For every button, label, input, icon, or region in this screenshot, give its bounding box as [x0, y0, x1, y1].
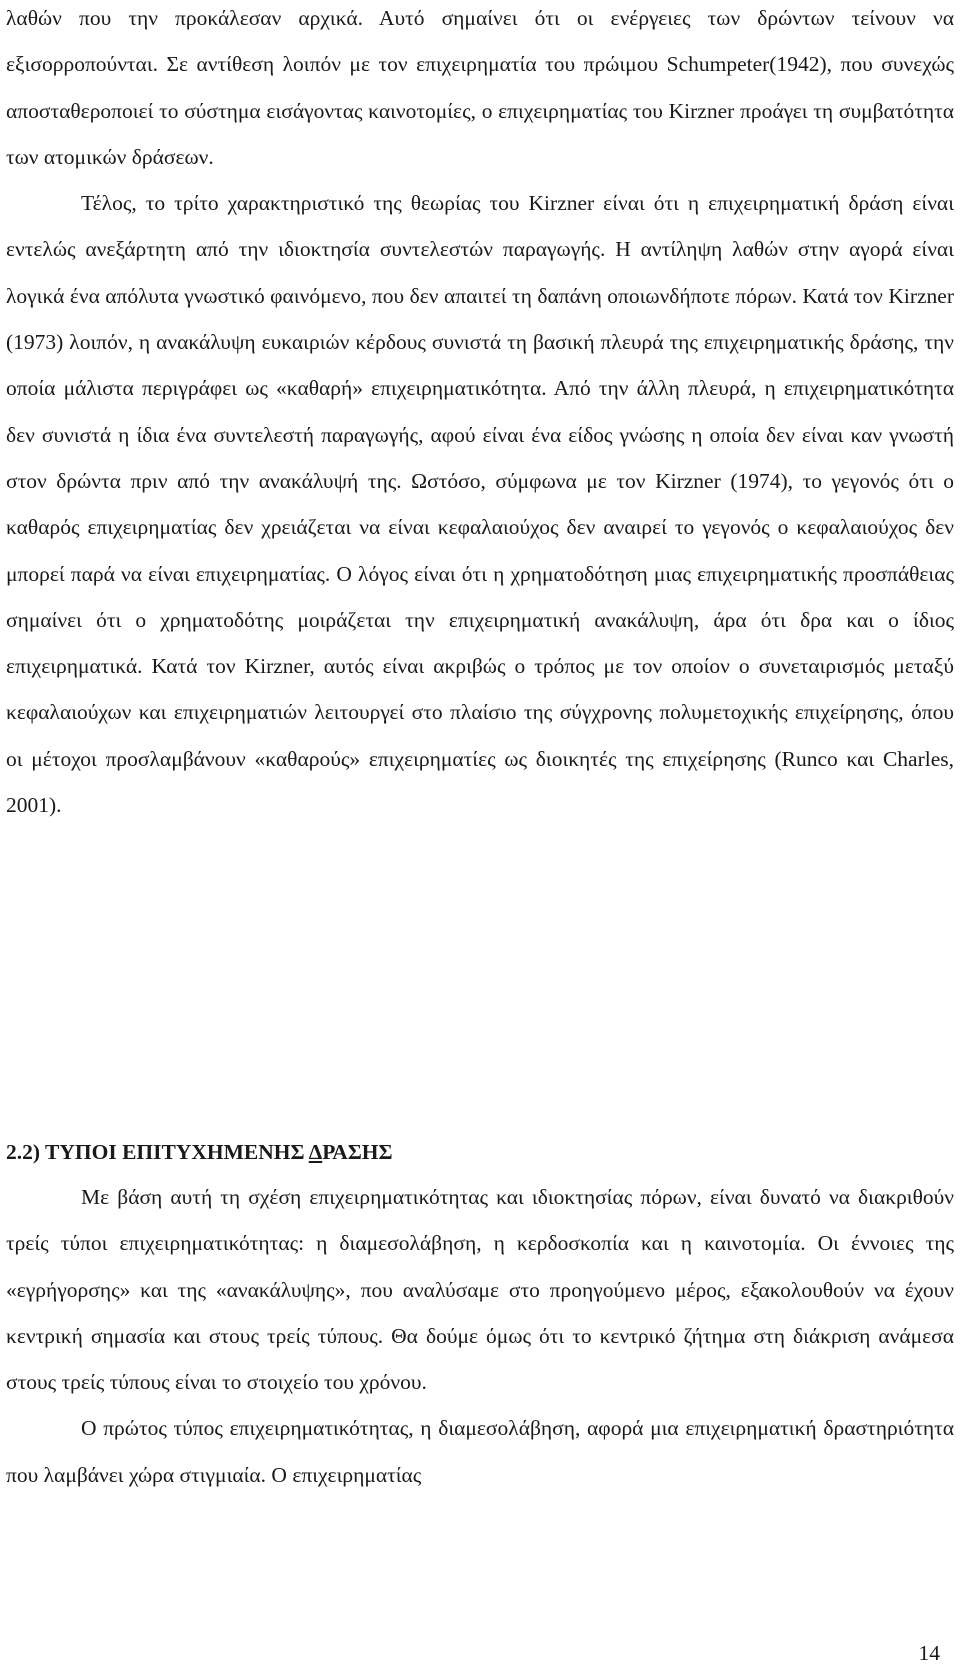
paragraph-kirzner-third-characteristic: Τέλος, το τρίτο χαρακτηριστικό της θεωρίας του Kirzner είναι ότι η επιχειρηματική δράση είναι εντελώς ανεξάρτητη από την ιδιοκτησία συντελεστών παραγωγής. Η αντίληψη λαθών στην αγορά είναι λογικά ένα απόλυτα γνωστικό φαινόμενο, που δεν απαιτεί τη δαπάνη οποιωνδήποτε πόρων. Κατά τον Kirzner (1973) λοιπόν, η ανακάλυψη ευκαιριών κέρδους συνιστά τη βασική πλευρά της επιχειρηματικής δράσης, την οποία μάλιστα περιγράφει ως «καθαρή» επιχειρηματικότητα. Από την άλλη πλευρά, η επιχειρηματικότητα δεν συνιστά η ίδια ένα συντελεστή παραγωγής, αφού είναι ένα είδος γνώσης η οποία δεν είναι καν γνωστή στον δρώντα πριν από την ανακάλυψή της. Ωστόσο, σύμφωνα με τον Kirzner (1974), το γεγονός ότι ο καθαρός επιχειρηματίας δεν χρειάζεται να είναι κεφαλαιούχος δεν αναιρεί το γεγονός ο κεφαλαιούχος δεν μπορεί παρά να είναι επιχειρηματίας. Ο λόγος είναι ότι η χρηματοδότηση μιας επιχειρηματικής προσπάθειας σημαίνει ότι ο χρηματοδότης μοιράζεται την επιχειρηματική ανακάλυψη, άρα ότι δρα και ο ίδιος επιχειρηματικά. Κατά τον Kirzner, αυτός είναι ακριβώς ο τρόπος με τον οποίον ο συνεταιρισμός μεταξύ κεφαλαιούχων και επιχειρηματιών λειτουργεί στο πλαίσιο της σύγχρονης πολυμετοχικής επιχείρησης, όπου οι μέτοχοι προσλαμβάνουν «καθαρούς» επιχειρηματίες ως διοικητές της επιχείρησης (Runco και Charles, 2001).: [6, 191, 954, 818]
page-number: 14: [918, 1641, 940, 1665]
section-heading-prefix: 2.2) ΤΥΠΟΙ ΕΠΙΤΥΧΗΜΕΝΗΣ: [6, 1140, 309, 1164]
body-text-top: [6, 0, 954, 828]
paragraph-continuation: λαθών που την προκάλεσαν αρχικά. Αυτό σημαίνει ότι οι ενέργειες των δρώντων τείνουν να εξισορροπούνται. Σε αντίθεση λοιπόν με τον επιχειρηματία του πρώιμου Schumpeter(1942), που συνεχώς αποσταθεροποιεί το σύστημα εισάγοντας καινοτομίες, ο επιχειρηματίας του Kirzner προάγει τη συμβατότητα των ατομικών δράσεων.: [6, 6, 954, 169]
paragraph-three-types: Με βάση αυτή τη σχέση επιχειρηματικότητας και ιδιοκτησίας πόρων, είναι δυνατό να διακριθούν τρείς τύποι επιχειρηματικότητας: η διαμεσολάβηση, η κερδοσκοπία και η καινοτομία. Οι έννοιες της «εγρήγορσης» και της «ανακάλυψης», που αναλύσαμε στο προηγούμενο μέρος, εξακολουθούν να έχουν κεντρική σημασία και στους τρείς τύπους. Θα δούμε όμως ότι το κεντρικό ζήτημα στη διάκριση ανάμεσα στους τρείς τύπους είναι το στοιχείο του χρόνου.: [6, 1185, 954, 1395]
paragraph-first-type: Ο πρώτος τύπος επιχειρηματικότητας, η διαμεσολάβηση, αφορά μια επιχειρηματική δραστηριότητα που λαμβάνει χώρα στιγμιαία. Ο επιχειρηματίας: [6, 1416, 954, 1487]
section-heading-suffix: ΡΑΣΗΣ: [322, 1140, 393, 1164]
section-heading: [6, 1138, 393, 1166]
section-heading-underlined-letter: Δ: [308, 1140, 323, 1164]
body-text-bottom: [6, 1174, 954, 1498]
